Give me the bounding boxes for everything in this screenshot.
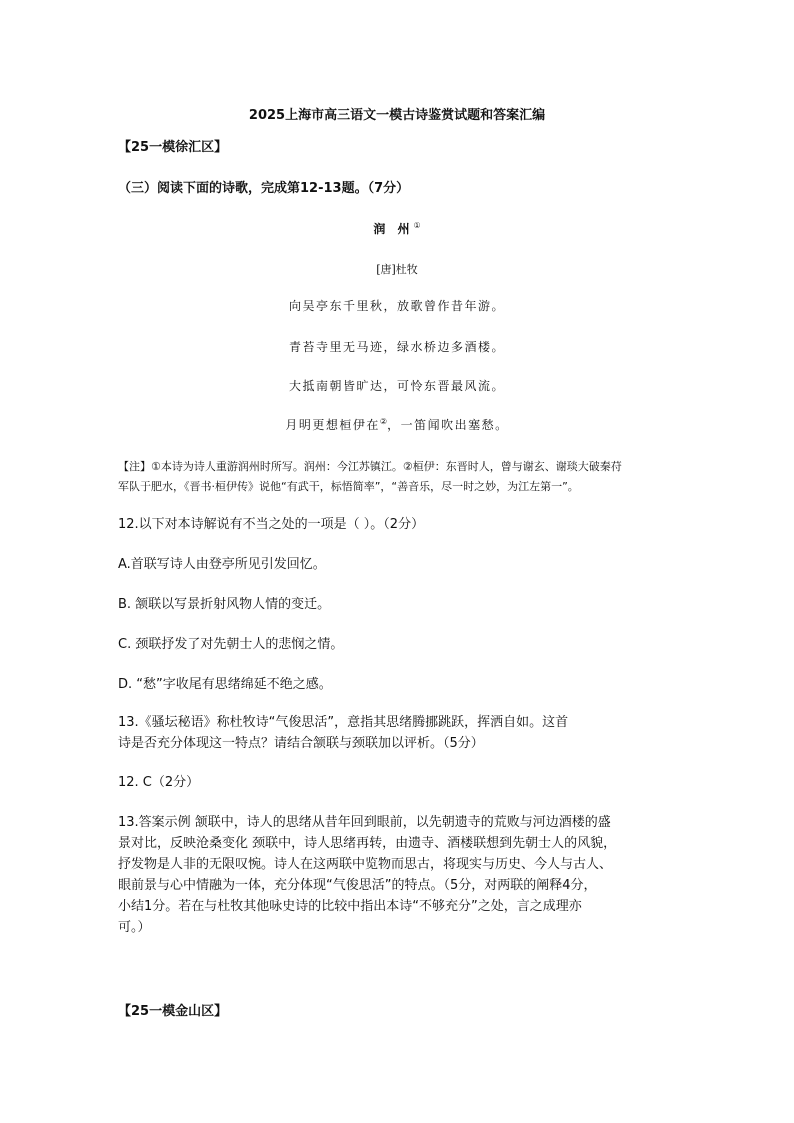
poem-title — [0, 220, 794, 237]
question-12-option-a: A.首联写诗人由登亭所见引发回忆。 — [118, 557, 326, 572]
question-12-option-c: C. 颈联抒发了对先朝士人的悲悯之情。 — [118, 637, 344, 652]
note-line-2: 军队于肥水，《晋书·桓伊传》说他“有武干，标悟简率”，“善音乐，尽一时之妙，为江左第一”。 — [118, 480, 579, 493]
document-title: 2025上海市高三语文一模古诗鉴赏试题和答案汇编 — [248, 108, 546, 123]
question-13-line-2: 诗是否充分体现这一特点？请结合颔联与颈联加以评析。（5分） — [118, 736, 484, 751]
poem-line-4-part-b: ，一笛闻吹出塞愁。 — [387, 418, 509, 432]
answer-13-line-3: 抒发物是人非的无限叹惋。诗人在这两联中览物而思古，将现实与历史、今人与古人、 — [118, 857, 613, 872]
question-heading: （三）阅读下面的诗歌，完成第12-13题。（7分） — [118, 181, 410, 196]
poem-line-2: 青苔寺里无马迹，绿水桥边多酒楼。 — [288, 340, 505, 354]
poem-line-1: 向吴亭东千里秋，放歌曾作昔年游。 — [288, 299, 505, 313]
poem-title-text: 润 州 — [373, 222, 414, 236]
answer-13-line-5: 小结1分。若在与杜牧其他咏史诗的比较中指出本诗“不够充分”之处，言之成理亦 — [118, 899, 582, 914]
answer-13-line-6: 可。） — [118, 920, 151, 935]
answer-13-line-1: 13.答案示例 颔联中，诗人的思绪从昔年回到眼前，以先朝遗寺的荒败与河边酒楼的盛 — [118, 815, 611, 830]
answer-13-line-4: 眼前景与心中情融为一体，充分体现“气俊思活”的特点。（5分，对两联的阐释4分， — [118, 878, 597, 893]
question-13-line-1: 13.《骚坛秘语》称杜牧诗“气俊思活”，意指其思绪腾挪跳跃，挥洒自如。这首 — [118, 715, 569, 730]
note-line-1: 【注】①本诗为诗人重游润州时所写。润州：今江苏镇江。②桓伊：东晋时人，曾与谢玄、谢琰大破秦苻 — [118, 460, 622, 473]
question-12-option-b: B. 颔联以写景折射风物人情的变迁。 — [118, 597, 331, 612]
poem-notes — [118, 457, 678, 497]
section-heading-jinshan: 【25一模金山区】 — [118, 1004, 228, 1019]
question-13 — [118, 712, 568, 754]
question-12-option-d: D. “愁”字收尾有思绪绵延不绝之感。 — [118, 677, 332, 692]
answer-12: 12. C（2分） — [118, 775, 200, 790]
poem-author: [唐]杜牧 — [376, 263, 418, 276]
poem-line-4-part-a: 月明更想桓伊在 — [285, 418, 380, 432]
poem-title-footnote-mark: ① — [413, 221, 421, 230]
poem-line-4-footnote-mark: ② — [379, 417, 388, 426]
poem-line-4 — [0, 416, 794, 433]
answer-13 — [118, 812, 616, 938]
answer-13-line-2: 景对比，反映沧桑变化 颈联中，诗人思绪再转，由遗寺、酒楼联想到先朝士人的风貌， — [118, 836, 617, 851]
question-12-stem: 12.以下对本诗解说有不当之处的一项是（ ）。（2分） — [118, 517, 425, 532]
section-heading-xuhui: 【25一模徐汇区】 — [118, 140, 228, 155]
poem-line-3: 大抵南朝皆旷达，可怜东晋最风流。 — [288, 379, 505, 393]
